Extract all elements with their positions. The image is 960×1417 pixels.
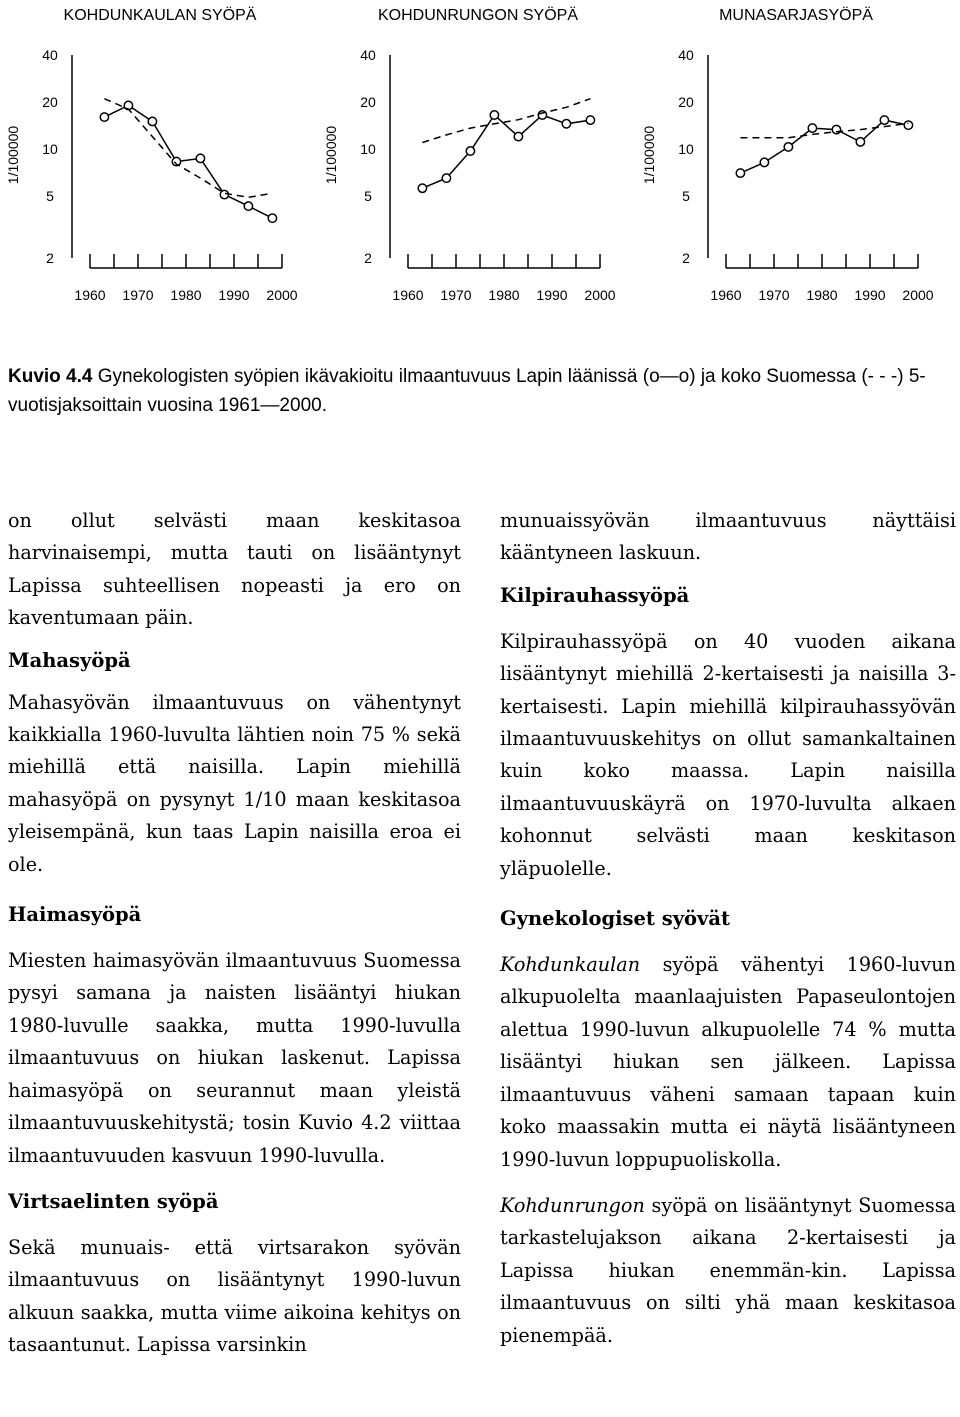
lapland-data-point [220, 190, 228, 198]
figure-caption [8, 362, 953, 420]
chart-cervical-cancer [0, 0, 320, 330]
heading-virtsaelinten-syopa: Virtsaelinten syöpä [8, 1189, 219, 1213]
caption-label: Kuvio 4.4 [8, 366, 93, 387]
right-paragraph-4-text: syöpä on lisääntynyt Suomessa tarkastelujakson aikana 2-kertaisesti ja Lapissa hiukan enemmän-kin. Lapissa ilmaantuvuus on silti yhä maan keskitasoa pienempää. [500, 1193, 956, 1347]
chart-title: MUNASARJASYÖPÄ [719, 7, 873, 24]
y-tick-label: 2 [46, 250, 54, 266]
y-tick-label: 40 [42, 47, 58, 63]
x-tick-label: 1970 [758, 287, 790, 303]
figure-charts [0, 0, 960, 340]
y-tick-label: 20 [360, 93, 376, 110]
left-paragraph-2: Mahasyövän ilmaantuvuus on vähentynyt kaikkialla 1960-luvulta lähtien noin 75 % sekä miehillä että naisilla. Lapin miehillä mahasyöpä on pysynyt 1/10 maan keskitasoa yleisempänä, kun taas Lapin naisilla eroa ei ole. [8, 690, 461, 876]
x-tick-label: 2000 [902, 287, 934, 303]
y-tick-label: 10 [42, 140, 58, 157]
right-paragraph-2: Kilpirauhassyöpä on 40 vuoden aikana lisääntynyt miehillä 2-kertaisesti ja naisilla 3-kertaisesti. Lapin miehillä kilpirauhassyövän ilmaantuvuuskehitys on ollut samankaltainen kuin koko maassa. Lapin naisilla ilmaantuvuuskäyrä on 1970-luvulta alkaen kohonnut selvästi maan keskitason yläpuolelle. [500, 629, 956, 880]
y-tick-label: 20 [678, 93, 694, 110]
lapland-data-point [880, 116, 888, 124]
y-tick-label: 5 [46, 187, 54, 204]
heading-mahasyopa: Mahasyöpä [8, 648, 131, 672]
y-tick-label: 40 [678, 47, 694, 63]
x-tick-label: 1960 [392, 287, 424, 303]
lapland-data-point [268, 214, 276, 222]
chart-uterine-cancer [318, 0, 638, 330]
lapland-data-point [244, 202, 252, 210]
x-tick-label: 1980 [170, 287, 202, 303]
lapland-trend-line [104, 105, 272, 218]
left-paragraph-1: on ollut selvästi maan keskitasoa harvinaisempi, mutta tauti on lisääntynyt Lapissa suhteellisen nopeasti ja ero on kaventumaan päin. [8, 509, 461, 630]
y-tick-label: 20 [42, 93, 58, 110]
kohdunrungon-term: Kohdunrungon [500, 1193, 645, 1217]
x-tick-label: 1980 [806, 287, 838, 303]
y-tick-label: 10 [678, 140, 694, 157]
chart-2-svg [636, 0, 956, 330]
y-axis-title: 1/100000 [323, 125, 339, 185]
chart-1-svg [318, 0, 638, 330]
x-tick-label: 1980 [488, 287, 520, 303]
right-paragraph-3 [500, 949, 956, 1176]
national-trend-dashed-line [740, 123, 908, 137]
y-axis-title: 1/100000 [641, 125, 657, 185]
heading-haimasyopa: Haimasyöpä [8, 903, 142, 927]
x-tick-label: 1990 [536, 287, 568, 303]
heading-gynekologiset-syovat: Gynekologiset syövät [500, 907, 731, 931]
lapland-data-point [832, 125, 840, 133]
kohdunkaulan-term: Kohdunkaulan [500, 953, 641, 977]
y-tick-label: 2 [364, 250, 372, 266]
left-text-column [8, 505, 461, 1362]
y-tick-label: 5 [682, 187, 690, 204]
x-tick-label: 1970 [122, 287, 154, 303]
lapland-data-point [100, 113, 108, 121]
lapland-data-point [784, 143, 792, 151]
x-tick-label: 2000 [266, 287, 298, 303]
lapland-data-point [418, 184, 426, 192]
left-paragraph-4: Sekä munuais- että virtsarakon syövän ilmaantuvuus on lisääntynyt 1990-luvun alkuun saakka, mutta viime aikoina kehitys on tasaantunut. Lapissa varsinkin [8, 1235, 461, 1357]
y-tick-label: 10 [360, 140, 376, 157]
chart-ovarian-cancer [636, 0, 956, 330]
y-axis-title: 1/100000 [5, 125, 21, 185]
x-tick-label: 2000 [584, 287, 616, 303]
lapland-data-point [148, 117, 156, 125]
left-paragraph-3: Miesten haimasyövän ilmaantuvuus Suomessa pysyi samana ja naisten lisääntyi hiukan 1980-luvulle saakka, mutta 1990-luvulla ilmaantuvuus on hiukan laskenut. Lapissa haimasyöpä on seurannut maan yleistä ilmaantuvuuskehitystä; tosin Kuvio 4.2 viittaa ilmaantuvuuden kasvuun 1990-luvulla. [8, 949, 461, 1167]
right-paragraph-3-text: syöpä vähentyi 1960-luvun alkupuolelta maanlaajuisten Papaseulontojen alettua 1990-luvun alkupuolelle 74 % mutta lisääntyi hiukan sen jälkeen. Lapissa ilmaantuvuus väheni samaan tapaan kuin koko maassakin mutta ei näytä lisääntyneen 1990-luvun loppupuoliskolla. [500, 953, 956, 1171]
lapland-data-point [760, 158, 768, 166]
x-tick-label: 1990 [854, 287, 886, 303]
lapland-data-point [562, 120, 570, 128]
lapland-data-point [490, 111, 498, 119]
chart-title: KOHDUNRUNGON SYÖPÄ [377, 7, 579, 24]
x-tick-label: 1960 [74, 287, 106, 303]
lapland-data-point [442, 174, 450, 182]
caption-text: Gynekologisten syöpien ikävakioitu ilmaantuvuus Lapin läänissä (o—o) ja koko Suomessa (- - -) 5-vuotisjaksoittain vuosina 1961—2000. [8, 366, 926, 416]
lapland-data-point [514, 132, 522, 140]
y-tick-label: 2 [682, 250, 690, 266]
lapland-data-point [856, 138, 864, 146]
right-paragraph-1: munuaissyövän ilmaantuvuus näyttäisi kääntyneen laskuun. [500, 509, 956, 565]
lapland-data-point [736, 169, 744, 177]
heading-kilpirauhassyopa: Kilpirauhassyöpä [500, 583, 690, 607]
lapland-data-point [586, 116, 594, 124]
x-tick-label: 1990 [218, 287, 250, 303]
lapland-data-point [808, 124, 816, 132]
chart-0-svg [0, 0, 320, 330]
right-paragraph-4 [500, 1190, 956, 1352]
x-tick-label: 1970 [440, 287, 472, 303]
right-text-column [500, 505, 956, 1352]
y-tick-label: 5 [364, 187, 372, 204]
national-trend-dashed-line [104, 99, 272, 198]
lapland-data-point [466, 147, 474, 155]
y-tick-label: 40 [360, 47, 376, 63]
x-tick-label: 1960 [710, 287, 742, 303]
lapland-data-point [196, 154, 204, 162]
lapland-data-point [904, 121, 912, 129]
chart-title: KOHDUNKAULAN SYÖPÄ [63, 7, 257, 24]
